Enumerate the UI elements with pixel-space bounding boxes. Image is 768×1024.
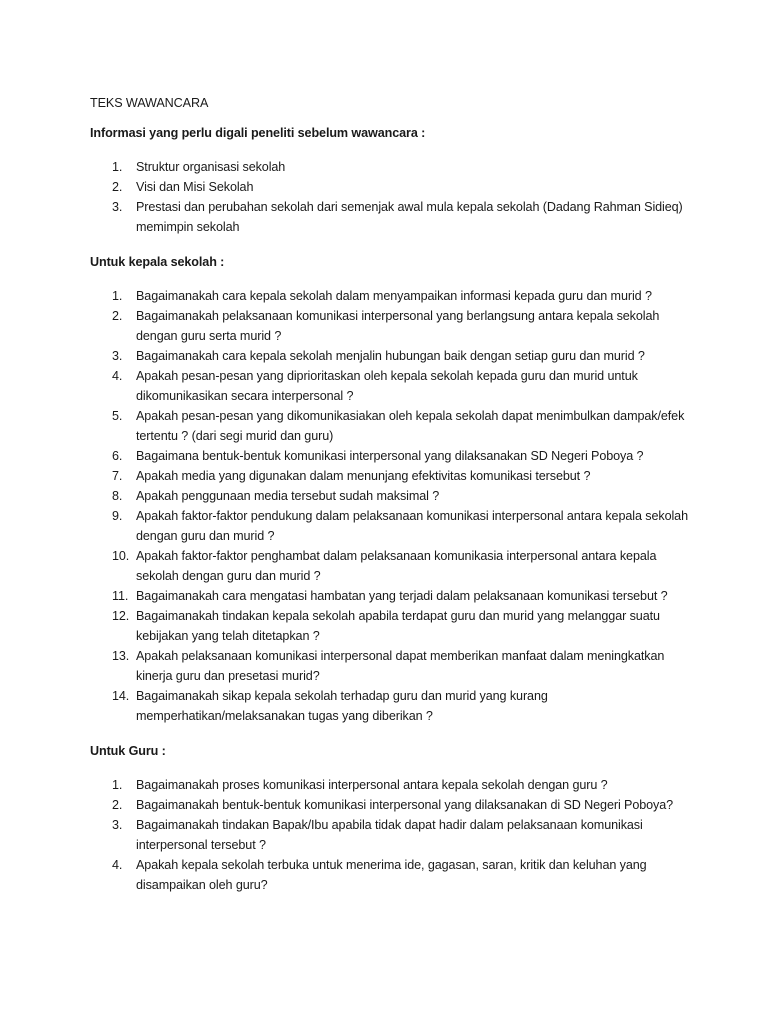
list-item [90, 177, 690, 197]
list-item-number: 2. [112, 798, 123, 812]
list-item-number: 3. [112, 349, 123, 363]
list-item [90, 686, 690, 726]
list-item-number: 2. [112, 180, 123, 194]
list-item [90, 446, 690, 466]
list-item-text: Apakah faktor-faktor pendukung dalam pelaksanaan komunikasi interpersonal antara kepala sekolah dengan guru dan murid ? [136, 509, 688, 543]
list-item-text: Apakah pelaksanaan komunikasi interpersonal dapat memberikan manfaat dalam meningkatkan kinerja guru dan presetasi murid? [136, 649, 665, 683]
section-heading-guru: Untuk Guru : [90, 744, 166, 758]
list-item-text: Bagaimanakah tindakan kepala sekolah apabila terdapat guru dan murid yang melanggar suatu kebijakan yang telah ditetapkan ? [136, 609, 660, 643]
list-item [90, 157, 690, 177]
section-heading-kepala-sekolah: Untuk kepala sekolah : [90, 255, 225, 269]
list-item-text: Apakah penggunaan media tersebut sudah maksimal ? [136, 489, 440, 503]
list-item-text: Apakah faktor-faktor penghambat dalam pelaksanaan komunikasia interpersonal antara kepala sekolah dengan guru dan murid ? [136, 549, 657, 583]
list-item-number: 11. [112, 589, 129, 603]
list-item-text: Prestasi dan perubahan sekolah dari semenjak awal mula kepala sekolah (Dadang Rahman Sidieq) memimpin sekolah [136, 200, 683, 234]
list-item-number: 3. [112, 818, 123, 832]
list-item [90, 855, 690, 895]
list-item-text: Bagaimanakah cara kepala sekolah menjalin hubungan baik dengan setiap guru dan murid ? [136, 349, 645, 363]
list-item-text: Apakah pesan-pesan yang dikomunikasiakan oleh kepala sekolah dapat menimbulkan dampak/efek tertentu ? (dari segi murid dan guru) [136, 409, 685, 443]
list-item-number: 12. [112, 609, 130, 623]
list-item-number: 6. [112, 449, 123, 463]
list-item-text: Bagaimanakah cara mengatasi hambatan yang terjadi dalam pelaksanaan komunikasi tersebut ? [136, 589, 668, 603]
list-item-number: 5. [112, 409, 123, 423]
list-item [90, 586, 690, 606]
list-item-number: 14. [112, 689, 130, 703]
list-item-text: Bagaimanakah sikap kepala sekolah terhadap guru dan murid yang kurang memperhatikan/melaksanakan tugas yang diberikan ? [136, 689, 548, 723]
list-item-text: Apakah pesan-pesan yang diprioritaskan oleh kepala sekolah kepada guru dan murid untuk dikomunikasikan secara interpersonal ? [136, 369, 638, 403]
document-body [90, 93, 690, 910]
list-item-text: Struktur organisasi sekolah [136, 160, 286, 174]
list-item-text: Bagaimana bentuk-bentuk komunikasi interpersonal yang dilaksanakan SD Negeri Poboya ? [136, 449, 644, 463]
list-item [90, 506, 690, 546]
list-item-text: Bagaimanakah tindakan Bapak/Ibu apabila tidak dapat hadir dalam pelaksanaan komunikasi interpersonal tersebut ? [136, 818, 643, 852]
list-item [90, 197, 690, 237]
list-item-number: 10. [112, 549, 130, 563]
list-item-number: 1. [112, 160, 123, 174]
list-informasi [90, 157, 690, 237]
list-item [90, 795, 690, 815]
list-item-text: Bagaimanakah bentuk-bentuk komunikasi interpersonal yang dilaksanakan di SD Negeri Poboya? [136, 798, 674, 812]
list-item-text: Apakah media yang digunakan dalam menunjang efektivitas komunikasi tersebut ? [136, 469, 591, 483]
list-item-number: 1. [112, 289, 123, 303]
list-item-text: Apakah kepala sekolah terbuka untuk menerima ide, gagasan, saran, kritik dan keluhan yang disampaikan oleh guru? [136, 858, 647, 892]
document-title: TEKS WAWANCARA [90, 96, 209, 110]
list-item-text: Bagaimanakah proses komunikasi interpersonal antara kepala sekolah dengan guru ? [136, 778, 608, 792]
list-item-number: 1. [112, 778, 123, 792]
list-item-number: 8. [112, 489, 123, 503]
list-item [90, 606, 690, 646]
list-item [90, 646, 690, 686]
list-item-number: 4. [112, 369, 123, 383]
list-item [90, 486, 690, 506]
list-item [90, 815, 690, 855]
list-item-number: 4. [112, 858, 123, 872]
list-item [90, 775, 690, 795]
list-item [90, 546, 690, 586]
list-item [90, 286, 690, 306]
list-item [90, 466, 690, 486]
list-item-number: 9. [112, 509, 123, 523]
list-item-number: 2. [112, 309, 123, 323]
list-item-text: Bagaimanakah pelaksanaan komunikasi interpersonal yang berlangsung antara kepala sekolah dengan guru serta murid ? [136, 309, 660, 343]
list-kepala-sekolah [90, 286, 690, 726]
list-item [90, 406, 690, 446]
list-item-text: Bagaimanakah cara kepala sekolah dalam menyampaikan informasi kepada guru dan murid ? [136, 289, 652, 303]
list-item [90, 306, 690, 346]
list-item-text: Visi dan Misi Sekolah [136, 180, 254, 194]
list-guru [90, 775, 690, 895]
list-item-number: 3. [112, 200, 123, 214]
list-item [90, 346, 690, 366]
list-item-number: 13. [112, 649, 130, 663]
list-item [90, 366, 690, 406]
list-item-number: 7. [112, 469, 123, 483]
section-heading-informasi: Informasi yang perlu digali peneliti sebelum wawancara : [90, 126, 426, 140]
